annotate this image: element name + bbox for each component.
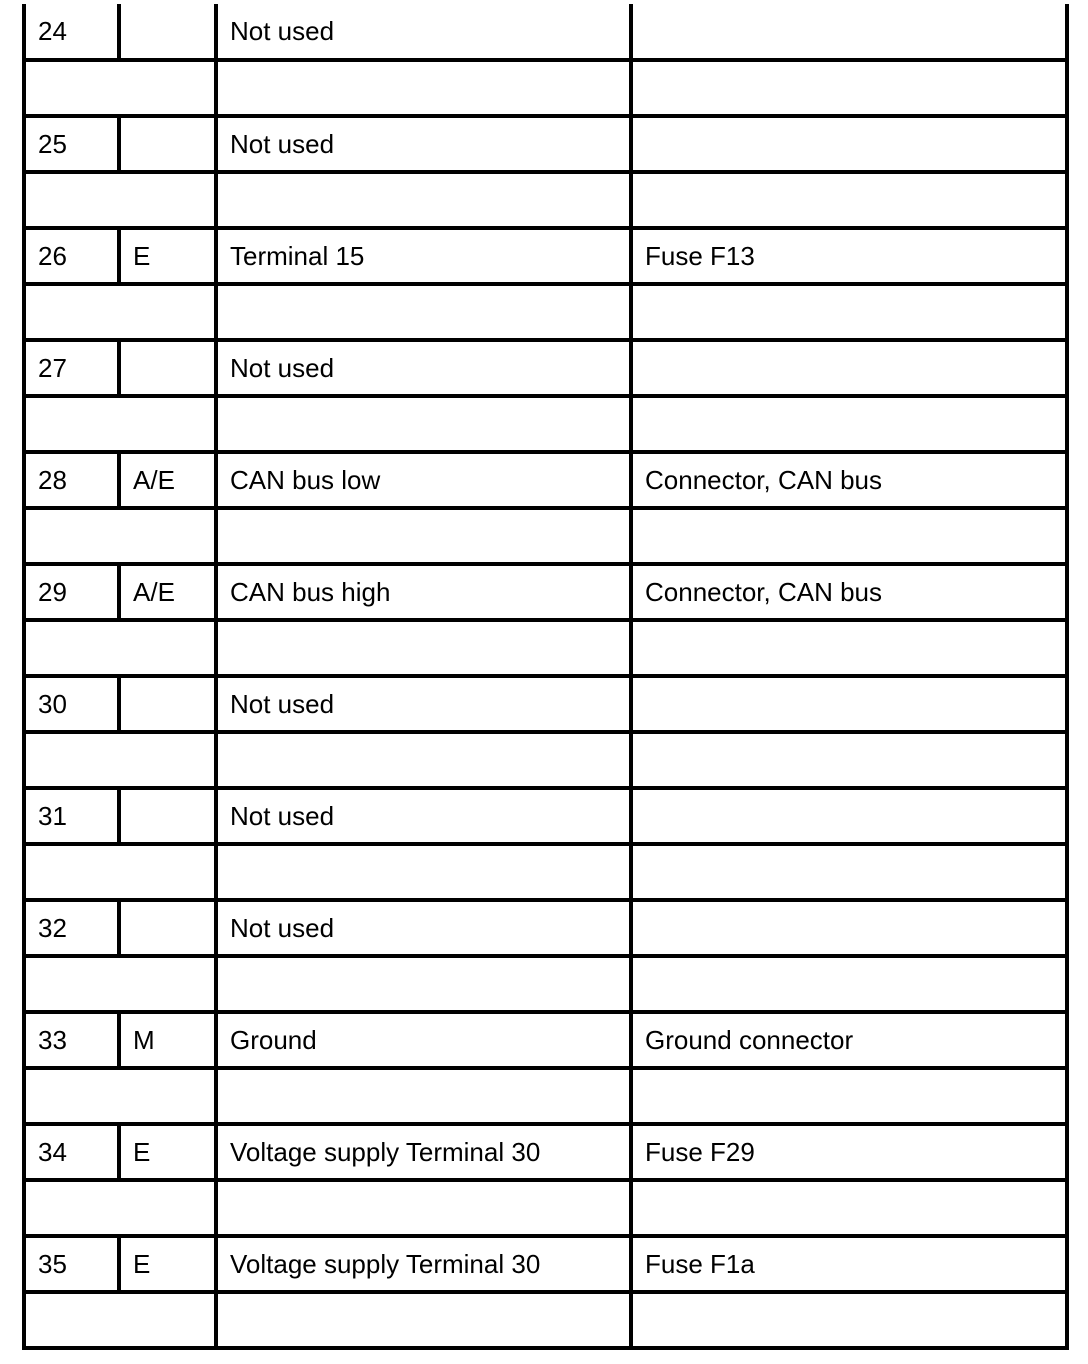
pin-number-cell: 25 [24,116,119,172]
spacer-cell [216,396,631,452]
pin-description-cell: Not used [216,4,631,60]
pin-type-cell: A/E [119,452,216,508]
pin-connection-cell [631,788,1067,844]
spacer-cell [631,1180,1067,1236]
pin-type-cell [119,900,216,956]
pin-number-cell: 24 [24,4,119,60]
spacer-cell [24,620,216,676]
pin-type-cell: E [119,1236,216,1292]
spacer-cell [631,956,1067,1012]
pin-description-cell: Ground [216,1012,631,1068]
pin-connection-cell: Fuse F13 [631,228,1067,284]
spacer-cell [216,956,631,1012]
table-row [24,228,1067,284]
pin-type-cell [119,116,216,172]
spacer-cell [216,60,631,116]
spacer-row [24,508,1067,564]
pin-number-cell: 33 [24,1012,119,1068]
pin-type-cell [119,4,216,60]
pin-connection-cell: Ground connector [631,1012,1067,1068]
spacer-cell [216,172,631,228]
spacer-cell [631,1292,1067,1348]
spacer-cell [631,508,1067,564]
spacer-row [24,1068,1067,1124]
pin-connection-cell: Fuse F1a [631,1236,1067,1292]
table-row [24,1236,1067,1292]
pin-description-cell: Not used [216,116,631,172]
spacer-row [24,396,1067,452]
pin-connection-cell [631,676,1067,732]
pin-type-cell: A/E [119,564,216,620]
spacer-cell [24,60,216,116]
pin-description-cell: Not used [216,788,631,844]
pin-connection-cell [631,116,1067,172]
spacer-cell [631,620,1067,676]
spacer-row [24,956,1067,1012]
table-row [24,564,1067,620]
spacer-cell [24,1180,216,1236]
spacer-cell [24,1068,216,1124]
pin-description-cell: Not used [216,900,631,956]
spacer-cell [631,844,1067,900]
spacer-cell [24,956,216,1012]
pin-type-cell [119,340,216,396]
spacer-cell [631,732,1067,788]
table-body [24,4,1067,1348]
spacer-row [24,172,1067,228]
pin-description-cell: CAN bus low [216,452,631,508]
spacer-cell [216,284,631,340]
table-row [24,900,1067,956]
spacer-cell [216,1180,631,1236]
spacer-row [24,844,1067,900]
pin-connection-cell [631,900,1067,956]
spacer-cell [631,284,1067,340]
pin-number-cell: 30 [24,676,119,732]
spacer-row [24,1292,1067,1348]
pin-number-cell: 35 [24,1236,119,1292]
table-row [24,1012,1067,1068]
pin-type-cell: E [119,228,216,284]
pin-description-cell: Voltage supply Terminal 30 [216,1236,631,1292]
spacer-cell [631,172,1067,228]
pin-connection-cell [631,340,1067,396]
table-row [24,1124,1067,1180]
spacer-cell [24,508,216,564]
table-row [24,676,1067,732]
pin-number-cell: 28 [24,452,119,508]
table-row [24,452,1067,508]
pin-description-cell: Not used [216,340,631,396]
pin-type-cell: E [119,1124,216,1180]
spacer-cell [216,732,631,788]
spacer-cell [24,1292,216,1348]
spacer-row [24,1180,1067,1236]
pin-description-cell: CAN bus high [216,564,631,620]
pin-description-cell: Voltage supply Terminal 30 [216,1124,631,1180]
spacer-cell [24,172,216,228]
spacer-cell [216,620,631,676]
pin-number-cell: 26 [24,228,119,284]
table-row [24,340,1067,396]
pin-type-cell: M [119,1012,216,1068]
spacer-cell [631,60,1067,116]
spacer-cell [631,396,1067,452]
pin-number-cell: 34 [24,1124,119,1180]
pin-number-cell: 31 [24,788,119,844]
table-row [24,788,1067,844]
spacer-cell [24,844,216,900]
pin-type-cell [119,788,216,844]
spacer-row [24,284,1067,340]
table-row [24,4,1067,60]
spacer-cell [216,1292,631,1348]
pin-connection-cell: Connector, CAN bus [631,452,1067,508]
spacer-cell [216,508,631,564]
pin-number-cell: 29 [24,564,119,620]
spacer-cell [216,844,631,900]
spacer-cell [631,1068,1067,1124]
spacer-cell [24,396,216,452]
spacer-row [24,60,1067,116]
spacer-cell [216,1068,631,1124]
spacer-row [24,732,1067,788]
pin-assignment-table [22,4,1069,1350]
pin-number-cell: 27 [24,340,119,396]
pin-connection-cell: Fuse F29 [631,1124,1067,1180]
pin-connection-cell [631,4,1067,60]
pin-connection-cell: Connector, CAN bus [631,564,1067,620]
pin-description-cell: Not used [216,676,631,732]
spacer-cell [24,284,216,340]
pin-type-cell [119,676,216,732]
spacer-cell [24,732,216,788]
pin-description-cell: Terminal 15 [216,228,631,284]
spacer-row [24,620,1067,676]
pin-number-cell: 32 [24,900,119,956]
table-row [24,116,1067,172]
